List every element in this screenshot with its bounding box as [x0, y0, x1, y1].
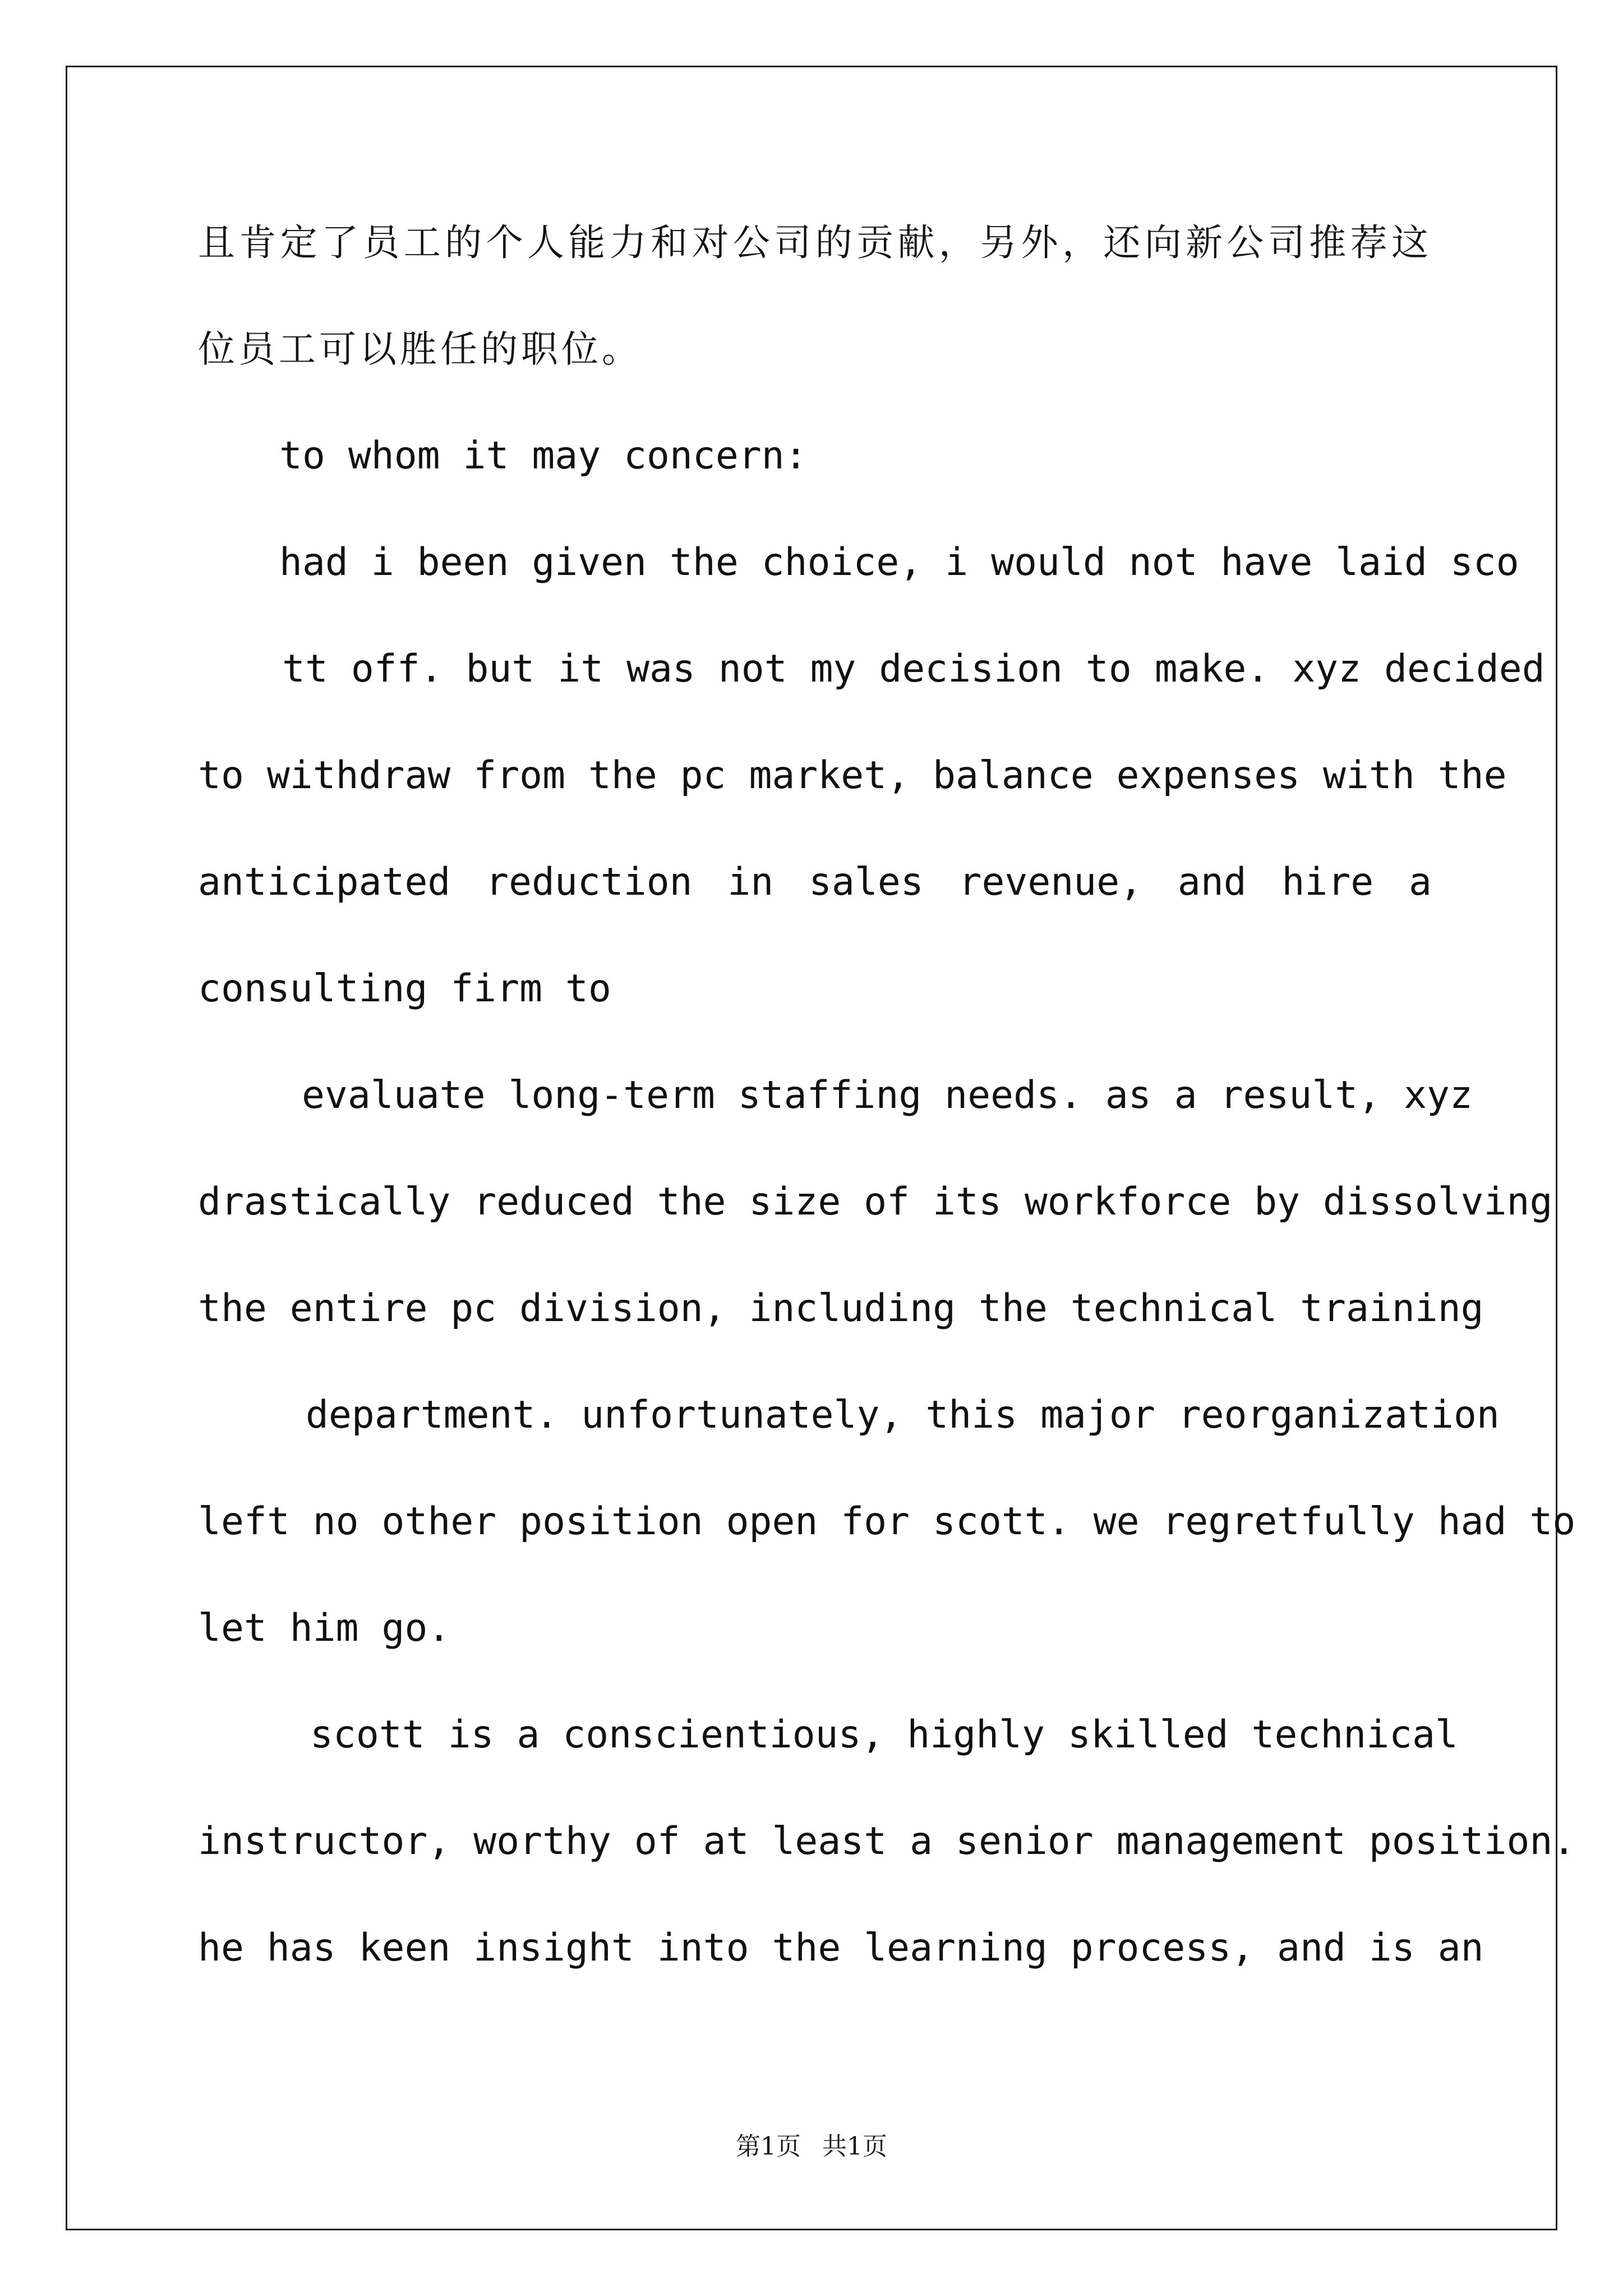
paragraph-line: he has keen insight into the learning process, and is an: [198, 1926, 1484, 1970]
paragraph-line: 位员工可以胜任的职位。: [198, 328, 642, 371]
paragraph-line: tt off. but it was not my decision to make. xyz decided: [282, 647, 1545, 691]
page-number: 第1页: [736, 2132, 801, 2161]
page-footer: [0, 2126, 1623, 2162]
salutation: to whom it may concern:: [279, 434, 808, 478]
paragraph-line: had i been given the choice, i would not have laid sco: [279, 540, 1519, 585]
paragraph-line: consulting firm to: [198, 967, 611, 1011]
paragraph-line: scott is a conscientious, highly skilled technical: [310, 1713, 1458, 1757]
paragraph-line: department. unfortunately, this major reorganization: [306, 1393, 1500, 1437]
paragraph-line: instructor, worthy of at least a senior management position.: [198, 1819, 1576, 1864]
paragraph-line: evaluate long-term staffing needs. as a result, xyz: [302, 1073, 1473, 1117]
page-border: [66, 66, 1576, 2230]
paragraph-line: the entire pc division, including the technical training: [198, 1286, 1484, 1331]
paragraph-line: to withdraw from the pc market, balance expenses with the: [198, 753, 1507, 798]
paragraph-line: anticipated reduction in sales revenue, and hire a: [198, 860, 1432, 904]
page-total: 共1页: [822, 2132, 887, 2161]
paragraph-line: 且肯定了员工的个人能力和对公司的贡献，另外，还向新公司推荐这: [198, 221, 1432, 264]
paragraph-line: let him go.: [198, 1606, 451, 1650]
paragraph-line: drastically reduced the size of its workforce by dissolving: [198, 1180, 1553, 1224]
paragraph-line: left no other position open for scott. we regretfully had to: [198, 1499, 1576, 1544]
